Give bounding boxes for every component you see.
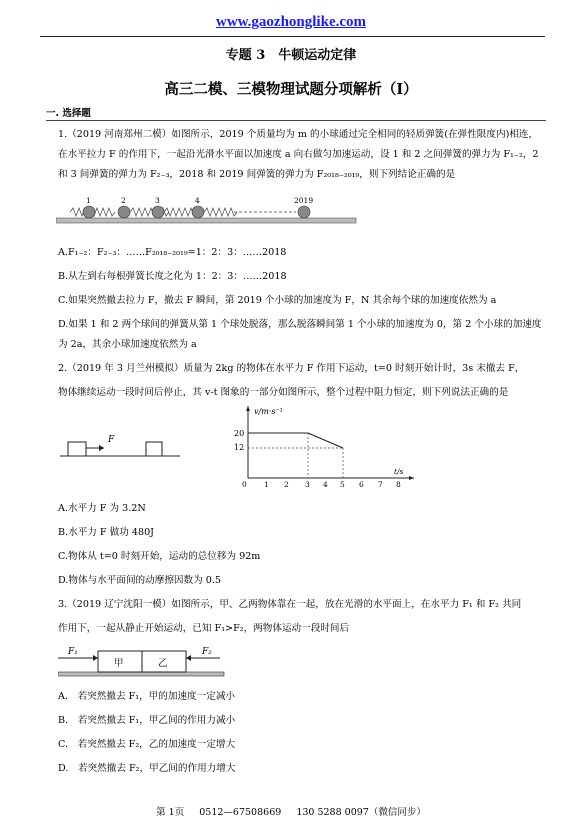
x-tick: 6 xyxy=(359,480,364,488)
q1-stem-line3: 和 3 间弹簧的弹力为 F₂₋₃，2018 和 2019 间弹簧的弹力为 F₂₀₁₈₋₂₀₁₉，则下列结论正确的是 xyxy=(58,169,456,180)
q3-stem-line2: 作用下，一起从静止开始运动，已知 F₁>F₂，两物体运动一段时间后 xyxy=(58,623,350,634)
q3-ground xyxy=(58,672,224,676)
page-footer xyxy=(0,804,582,818)
q1-spring-diagram xyxy=(56,196,376,232)
x-tick: 8 xyxy=(396,480,401,488)
q1-ground xyxy=(56,218,356,223)
y-tick-12: 12 xyxy=(234,443,245,452)
q2-stem-line2: 物体继续运动一段时间后停止，其 v-t 图象的一部分如图所示，整个过程中阻力恒定，则下列说法正确的是 xyxy=(58,387,509,398)
q3-option-a: A. 若突然撤去 F₁，甲的加速度一定减小 xyxy=(58,691,236,702)
q1-ball-label: 2 xyxy=(121,196,126,205)
q3-f2-label: F₂ xyxy=(202,647,212,657)
x-tick: 3 xyxy=(305,480,310,488)
section-rule xyxy=(46,120,546,121)
q1-ball-label: 1 xyxy=(86,196,91,205)
q1-ball-4 xyxy=(192,206,204,218)
q2-option-d: D.物体与水平面间的动摩擦因数为 0.5 xyxy=(58,575,222,586)
x-tick: 1 xyxy=(264,480,269,488)
q2-vt-chart xyxy=(228,404,418,488)
footer-phone-1: 0512—67508669 xyxy=(199,807,282,818)
q1-option-c: C.如果突然撤去拉力 F，撤去 F 瞬间，第 2019 个小球的加速度为 F，N 其余每个球的加速度依然为 a xyxy=(58,295,497,306)
x-tick: 2 xyxy=(284,480,289,488)
header-rule xyxy=(40,36,545,37)
q3-jia-label: 甲 xyxy=(114,658,124,669)
q1-option-d-cont: 为 2a，其余小球加速度依然为 a xyxy=(58,339,197,350)
q3-block-diagram xyxy=(58,644,228,680)
q3-stem-line1: 3.（2019 辽宁沈阳一模）如图所示，甲、乙两物体靠在一起，放在光滑的水平面上，在水平力 F₁ 和 F₂ 共同 xyxy=(58,599,522,610)
q1-option-b: B.从左到右每根弹簧长度之化为 1：2：3：……2018 xyxy=(58,271,287,282)
q1-ball-label: 3 xyxy=(155,196,160,205)
x-tick: 7 xyxy=(378,480,383,488)
q3-option-c: C. 若突然撤去 F₂，乙的加速度一定增大 xyxy=(58,739,236,750)
q2-option-a: A.水平力 F 为 3.2N xyxy=(58,503,146,514)
q1-ball-label: 2019 xyxy=(294,196,314,205)
q1-ball-2 xyxy=(118,206,130,218)
site-url-link[interactable]: www.gaozhonglike.com xyxy=(216,14,366,30)
y-axis-label: v/m·s⁻¹ xyxy=(254,407,283,416)
q3-option-d: D. 若突然撤去 F₂，甲乙间的作用力增大 xyxy=(58,763,236,774)
x-tick: 0 xyxy=(242,480,247,488)
y-tick-20: 20 xyxy=(234,429,245,438)
q3-f1-label: F₁ xyxy=(68,647,78,657)
q2-option-c: C.物体从 t=0 时刻开始，运动的总位移为 92m xyxy=(58,551,261,562)
q1-ball-2019 xyxy=(298,206,310,218)
q1-option-d: D.如果 1 和 2 两个球间的弹簧从第 1 个球处脱落，那么脱落瞬间第 1 个小球的加速度为 0，第 2 个小球的加速度 xyxy=(58,319,542,330)
q2-stem-line1: 2.（2019 年 3 月兰州模拟）质量为 2kg 的物体在水平力 F 作用下运动，t=0 时刻开始计时，3s 末撤去 F， xyxy=(58,363,525,374)
q2-option-b: B.水平力 F 做功 480J xyxy=(58,527,155,538)
footer-phone-2: 130 5288 0097（微信同步） xyxy=(296,807,426,818)
q1-ball-label: 4 xyxy=(195,196,200,205)
footer-page-number: 第 1页 xyxy=(156,807,185,818)
page-title: 高三二模、三模物理试题分项解析（I） xyxy=(164,81,418,98)
q1-ball-1 xyxy=(83,206,95,218)
q3-option-b: B. 若突然撤去 F₁，甲乙间的作用力减小 xyxy=(58,715,236,726)
q1-option-a: A.F₁₋₂：F₂₋₃：……F₂₀₁₈₋₂₀₁₉=1：2：3：……2018 xyxy=(58,247,287,258)
x-tick: 5 xyxy=(340,480,345,488)
q2-block-diagram xyxy=(60,428,184,462)
q3-yi-label: 乙 xyxy=(158,658,168,669)
q1-stem-line2: 在水平拉力 F 的作用下，一起沿光滑水平面以加速度 a 向右做匀加速运动，设 1 和 2 之间弹簧的弹力为 F₁₋₂，2 xyxy=(58,149,539,160)
x-axis-label: t/s xyxy=(394,467,404,476)
q2-block-end xyxy=(146,442,162,456)
q2-force-label: F xyxy=(108,435,115,445)
q1-stem-line1: 1.（2019 河南郑州二模）如图所示，2019 个质量均为 m 的小球通过完全相同的轻质弹簧(在弹性限度内)相连， xyxy=(58,129,539,140)
section-heading: 一. 选择题 xyxy=(46,108,91,119)
q2-block-start xyxy=(68,442,86,456)
topic-heading: 专题 3 牛顿运动定律 xyxy=(225,48,357,63)
x-tick: 4 xyxy=(323,480,328,488)
vt-segment-decrease xyxy=(308,433,343,448)
q1-ball-3 xyxy=(152,206,164,218)
